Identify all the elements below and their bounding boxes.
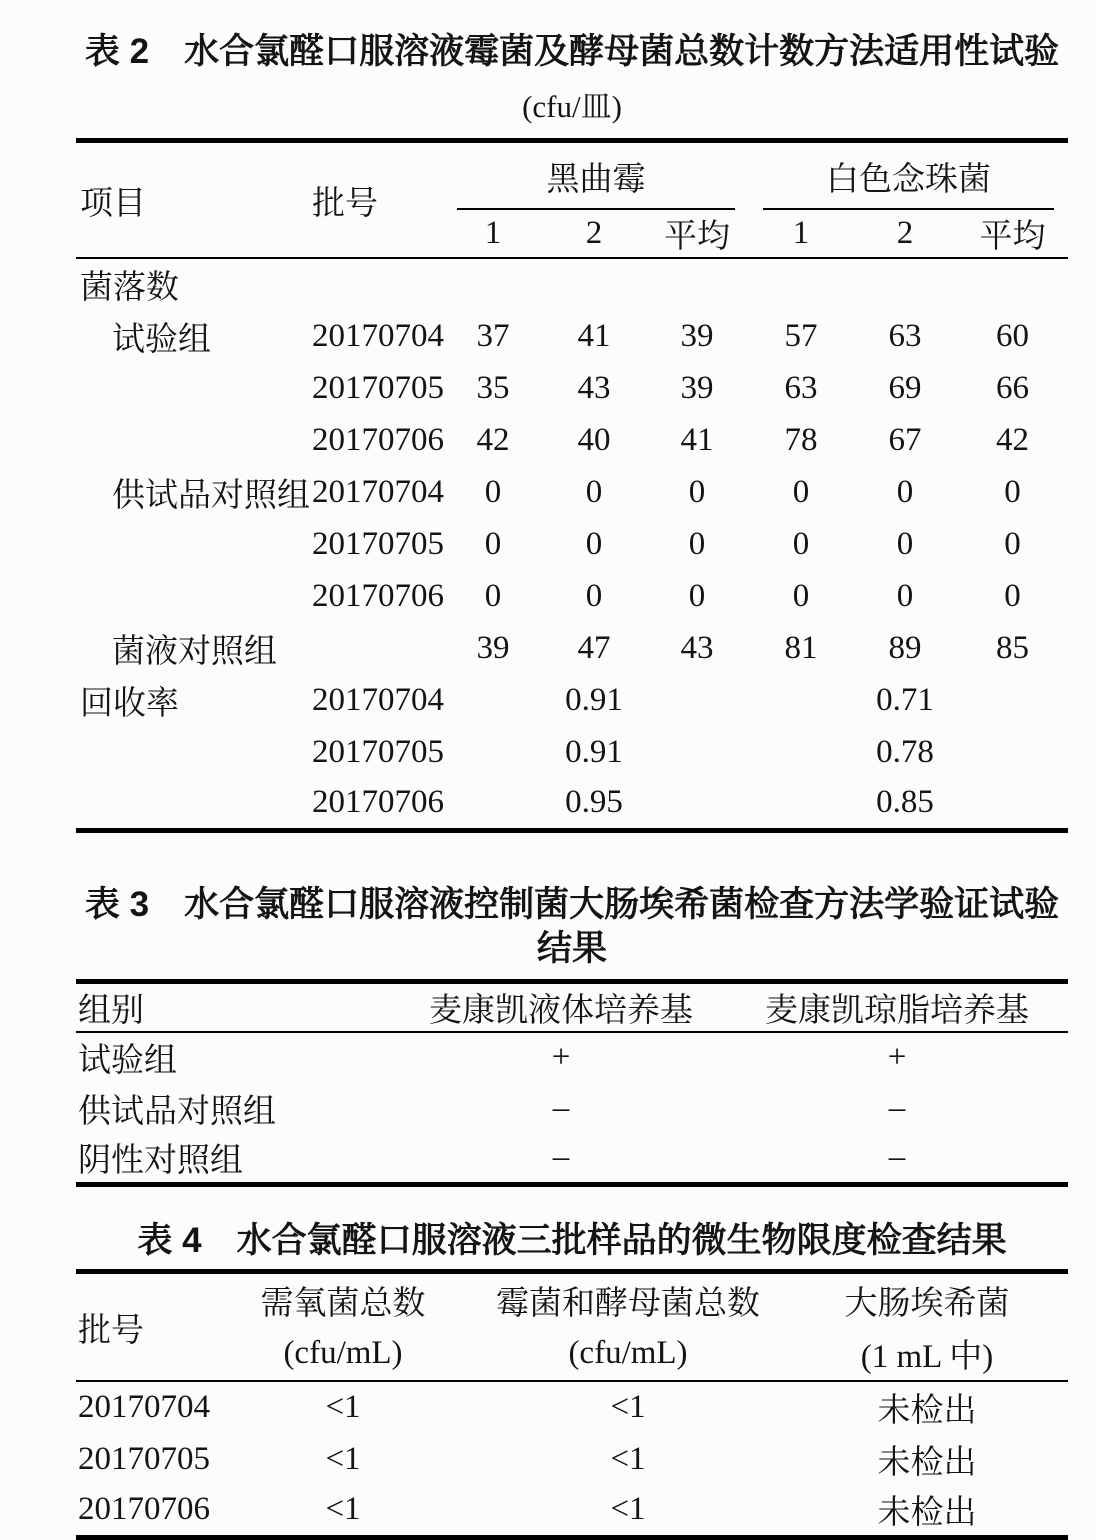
value-cell xyxy=(749,258,853,310)
ecoli-name: 大肠埃希菌 xyxy=(844,1286,1010,1322)
result-cell: + xyxy=(551,1039,571,1075)
table-row xyxy=(76,310,1068,362)
aerobic-value-cell: <1 xyxy=(325,1440,361,1477)
result-cell: – xyxy=(552,1139,570,1176)
value-cell: 0.91 xyxy=(565,733,623,770)
value-cell: 81 xyxy=(784,629,818,666)
subcol-header: 平均 xyxy=(645,210,749,258)
batch-cell: 20170704 xyxy=(78,1389,210,1425)
value-cell: 85 xyxy=(996,629,1030,666)
row-label-cell: 菌落数 xyxy=(80,270,179,306)
value-cell xyxy=(645,258,749,310)
value-cell: 0 xyxy=(585,525,603,562)
value-cell: 42 xyxy=(996,421,1030,458)
table4 xyxy=(76,1269,1068,1540)
value-cell: 0.85 xyxy=(876,784,934,821)
value-cell xyxy=(957,258,1068,310)
table-row xyxy=(76,622,1068,674)
batch-cell: 20170704 xyxy=(312,473,444,510)
subcol-header: 平均 xyxy=(957,210,1068,258)
row-label-cell: 供试品对照组 xyxy=(112,477,310,514)
table-row xyxy=(76,362,1068,414)
value-cell: 0 xyxy=(688,525,706,562)
value-cell: 69 xyxy=(888,369,922,406)
batch-cell: 20170705 xyxy=(78,1440,210,1477)
value-cell: 42 xyxy=(476,421,510,458)
subcol-header: 2 xyxy=(543,210,645,258)
row-label-cell xyxy=(76,778,298,830)
group-header-candida-albicans: 白色念珠菌 xyxy=(749,141,1068,211)
mold-yeast-count-unit: (cfu/mL) xyxy=(568,1335,688,1371)
table2 xyxy=(76,138,1068,833)
table3 xyxy=(76,979,1068,1188)
value-cell: 39 xyxy=(476,629,510,666)
table3-title: 表 3 水合氯醛口服溶液控制菌大肠埃希菌检查方法学验证试验结果 xyxy=(84,884,1060,968)
aerobic-value-cell: <1 xyxy=(325,1491,361,1528)
value-cell: 0 xyxy=(896,577,914,614)
table4-section xyxy=(76,1219,1068,1540)
table-row xyxy=(76,778,1068,830)
value-cell: 0 xyxy=(896,473,914,510)
aerobic-count-header xyxy=(216,1272,470,1382)
value-cell: 0 xyxy=(484,525,502,562)
batch-cell: 20170704 xyxy=(312,681,444,718)
result-cell: + xyxy=(887,1039,907,1075)
value-cell: 0.95 xyxy=(565,784,623,821)
row-label-cell xyxy=(76,726,298,778)
table-row xyxy=(76,570,1068,622)
value-cell: 60 xyxy=(996,317,1030,354)
table-row xyxy=(76,518,1068,570)
value-cell: 41 xyxy=(577,317,611,354)
batch-cell: 20170705 xyxy=(312,525,444,562)
value-cell: 63 xyxy=(888,317,922,354)
row-label-cell xyxy=(76,362,298,414)
value-cell: 0 xyxy=(688,577,706,614)
value-cell xyxy=(645,778,749,830)
group-column-header: 组别 xyxy=(76,981,396,1032)
value-cell: 43 xyxy=(577,369,611,406)
result-cell: – xyxy=(552,1089,570,1126)
row-label-cell xyxy=(76,414,298,466)
value-cell: 0.91 xyxy=(565,681,623,718)
value-cell: 0 xyxy=(484,473,502,510)
group-label-cell: 供试品对照组 xyxy=(78,1093,276,1130)
value-cell xyxy=(749,726,853,778)
value-cell xyxy=(443,778,543,830)
item-column-header: 项目 xyxy=(76,141,298,259)
table-row xyxy=(76,1433,1068,1485)
batch-cell xyxy=(298,258,443,310)
ecoli-result-cell: 未检出 xyxy=(877,1495,977,1532)
value-cell: 0 xyxy=(1004,577,1021,614)
table4-header-row xyxy=(76,1272,1068,1382)
mold-yeast-value-cell: <1 xyxy=(610,1389,646,1425)
value-cell: 0 xyxy=(1004,473,1021,510)
value-cell: 0 xyxy=(792,473,810,510)
batch-cell: 20170706 xyxy=(312,577,444,614)
row-label-cell xyxy=(76,570,298,622)
aerobic-value-cell: <1 xyxy=(325,1389,361,1425)
batch-cell: 20170706 xyxy=(312,784,444,821)
subcol-header: 2 xyxy=(853,210,957,258)
value-cell xyxy=(443,726,543,778)
group-label-cell: 阴性对照组 xyxy=(78,1143,243,1180)
value-cell: 0 xyxy=(484,577,502,614)
value-cell xyxy=(957,778,1068,830)
result-cell: – xyxy=(888,1089,906,1126)
value-cell xyxy=(443,674,543,726)
batch-column-header: 批号 xyxy=(76,1272,216,1382)
value-cell: 0 xyxy=(585,473,603,510)
group-header-aspergillus-niger: 黑曲霉 xyxy=(443,141,749,211)
value-cell: 0.71 xyxy=(876,681,934,718)
value-cell: 0 xyxy=(896,525,914,562)
value-cell: 0.78 xyxy=(876,733,934,770)
value-cell xyxy=(957,674,1068,726)
value-cell: 43 xyxy=(680,629,714,666)
value-cell xyxy=(543,258,645,310)
table3-section xyxy=(76,883,1068,1188)
row-label-cell: 试验组 xyxy=(112,321,211,358)
table4-title: 表 4 水合氯醛口服溶液三批样品的微生物限度检查结果 xyxy=(137,1221,1007,1260)
ecoli-result-cell: 未检出 xyxy=(877,1393,977,1429)
batch-cell: 20170705 xyxy=(312,733,444,770)
value-cell: 0 xyxy=(585,577,603,614)
value-cell xyxy=(853,258,957,310)
batch-cell: 20170706 xyxy=(78,1491,210,1528)
value-cell: 67 xyxy=(888,421,922,458)
table-row xyxy=(76,726,1068,778)
mold-yeast-count-header xyxy=(470,1272,786,1382)
value-cell: 89 xyxy=(888,629,922,666)
mold-yeast-value-cell: <1 xyxy=(610,1491,646,1528)
value-cell: 37 xyxy=(476,317,510,354)
batch-column-header: 批号 xyxy=(298,141,443,259)
batch-cell: 20170706 xyxy=(312,421,444,458)
table-row xyxy=(76,414,1068,466)
subcol-header: 1 xyxy=(443,210,543,258)
subcol-header: 1 xyxy=(749,210,853,258)
table2-section xyxy=(76,30,1068,833)
group-label-cell: 试验组 xyxy=(78,1043,177,1079)
batch-cell xyxy=(298,622,443,674)
ecoli-header xyxy=(786,1272,1068,1382)
table-row xyxy=(76,1083,1068,1134)
table-row xyxy=(76,1485,1068,1537)
value-cell: 40 xyxy=(577,421,611,458)
table3-header-row xyxy=(76,981,1068,1032)
value-cell: 66 xyxy=(996,369,1030,406)
row-label-cell xyxy=(76,518,298,570)
table2-subtitle: (cfu/皿) xyxy=(522,89,622,124)
table-row xyxy=(76,1032,1068,1083)
table2-group-header-row xyxy=(76,141,1068,211)
value-cell xyxy=(749,778,853,830)
aerobic-count-name: 需氧菌总数 xyxy=(260,1286,426,1322)
batch-cell: 20170705 xyxy=(312,369,444,406)
value-cell: 63 xyxy=(784,369,818,406)
value-cell xyxy=(749,674,853,726)
row-label-cell: 菌液对照组 xyxy=(112,633,277,670)
batch-cell: 20170704 xyxy=(312,317,444,354)
value-cell xyxy=(957,726,1068,778)
value-cell xyxy=(645,726,749,778)
table-row xyxy=(76,258,1068,310)
table-row xyxy=(76,466,1068,518)
macconkey-agar-header: 麦康凯琼脂培养基 xyxy=(726,981,1068,1032)
value-cell: 0 xyxy=(792,577,810,614)
value-cell: 78 xyxy=(784,421,818,458)
value-cell: 0 xyxy=(1004,525,1021,562)
value-cell: 47 xyxy=(577,629,611,666)
value-cell: 41 xyxy=(680,421,714,458)
table-row xyxy=(76,1381,1068,1433)
table-row xyxy=(76,1134,1068,1185)
result-cell: – xyxy=(888,1139,906,1176)
macconkey-broth-header: 麦康凯液体培养基 xyxy=(396,981,726,1032)
value-cell xyxy=(645,674,749,726)
value-cell: 57 xyxy=(784,317,818,354)
row-label-cell: 回收率 xyxy=(80,685,179,722)
ecoli-result-cell: 未检出 xyxy=(877,1444,977,1481)
value-cell xyxy=(443,258,543,310)
ecoli-unit: (1 mL 中) xyxy=(860,1339,994,1375)
value-cell: 0 xyxy=(688,473,706,510)
aerobic-count-unit: (cfu/mL) xyxy=(283,1335,403,1371)
value-cell: 39 xyxy=(680,317,714,354)
mold-yeast-count-name: 霉菌和酵母菌总数 xyxy=(496,1286,760,1322)
table2-title: 表 2 水合氯醛口服溶液霉菌及酵母菌总数计数方法适用性试验 xyxy=(84,32,1060,71)
table-row xyxy=(76,674,1068,726)
value-cell: 0 xyxy=(792,525,810,562)
value-cell: 39 xyxy=(680,369,714,406)
value-cell: 35 xyxy=(476,369,510,406)
mold-yeast-value-cell: <1 xyxy=(610,1440,646,1477)
